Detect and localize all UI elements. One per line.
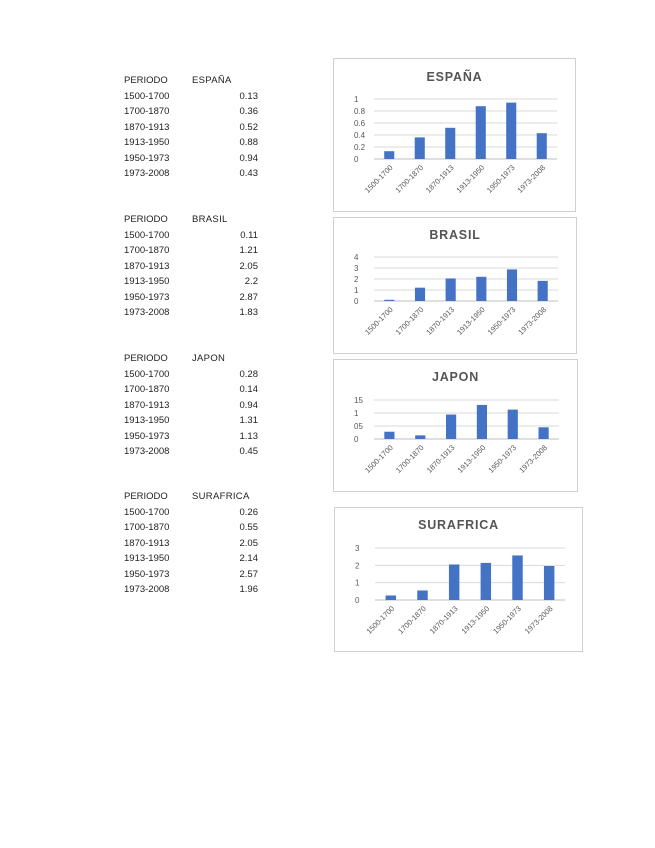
x-tick-label: 1950-1973 xyxy=(486,443,519,475)
y-tick-label: 3 xyxy=(354,264,359,273)
bar xyxy=(477,405,487,439)
value-cell: 2.05 xyxy=(239,260,258,272)
table-row xyxy=(124,104,258,120)
value-cell: 2.87 xyxy=(239,291,258,303)
bar xyxy=(415,435,425,439)
table-row xyxy=(124,166,258,182)
header-country: ESPAÑA xyxy=(192,75,232,86)
chart-plot xyxy=(334,360,577,491)
bar xyxy=(481,563,491,600)
period-cell: 1973-2008 xyxy=(124,168,170,179)
y-tick-label: 05 xyxy=(354,422,363,431)
chart-surafrica xyxy=(334,507,583,652)
value-cell: 0.28 xyxy=(239,368,258,380)
header-periodo: PERIODO xyxy=(124,75,168,86)
table-header xyxy=(124,489,258,505)
chart-title: BRASIL xyxy=(429,228,481,242)
y-tick-label: 4 xyxy=(354,253,359,262)
bar xyxy=(417,590,427,600)
period-cell: 1913-1950 xyxy=(124,415,170,426)
period-cell: 1500-1700 xyxy=(124,90,170,102)
table-espana xyxy=(124,73,258,182)
bar xyxy=(506,103,516,159)
table-row xyxy=(124,413,258,429)
period-cell: 1500-1700 xyxy=(124,506,170,518)
bar xyxy=(476,277,486,301)
value-cell: 0.14 xyxy=(239,384,258,395)
table-row xyxy=(124,429,258,445)
value-cell: 0.13 xyxy=(239,90,258,102)
x-tick-label: 1950-1973 xyxy=(484,163,517,195)
header-country: BRASIL xyxy=(192,214,228,225)
bar xyxy=(386,595,396,600)
period-cell: 1870-1913 xyxy=(124,121,170,133)
value-cell: 0.55 xyxy=(239,522,258,533)
y-tick-label: 0 xyxy=(355,596,360,605)
bar xyxy=(446,278,456,301)
table-row xyxy=(124,135,258,151)
value-cell: 0.43 xyxy=(239,168,258,179)
x-tick-label: 1973-2008 xyxy=(522,604,555,636)
period-cell: 1913-1950 xyxy=(124,276,170,287)
x-tick-label: 1700-1870 xyxy=(393,443,426,475)
value-cell: 1.13 xyxy=(239,430,258,442)
y-tick-label: 2 xyxy=(354,275,359,284)
x-tick-label: 1950-1973 xyxy=(485,305,518,337)
header-periodo: PERIODO xyxy=(124,353,168,364)
table-row xyxy=(124,444,258,460)
table-header xyxy=(124,212,258,228)
x-tick-label: 1500-1700 xyxy=(364,604,397,636)
table-row xyxy=(124,305,258,321)
value-cell: 1.21 xyxy=(239,245,258,256)
period-cell: 1950-1973 xyxy=(124,430,170,442)
period-cell: 1500-1700 xyxy=(124,368,170,380)
period-cell: 1700-1870 xyxy=(124,245,170,256)
value-cell: 2.05 xyxy=(239,537,258,549)
table-row xyxy=(124,536,258,552)
value-cell: 0.94 xyxy=(239,399,258,411)
value-cell: 2.57 xyxy=(239,568,258,580)
chart-japon xyxy=(333,359,578,492)
header-country: JAPON xyxy=(192,353,226,364)
period-cell: 1870-1913 xyxy=(124,537,170,549)
chart-title: ESPAÑA xyxy=(426,70,483,84)
table-header xyxy=(124,351,258,367)
chart-plot xyxy=(335,508,582,651)
chart-plot xyxy=(334,59,575,211)
x-tick-label: 1700-1870 xyxy=(393,305,426,337)
period-cell: 1973-2008 xyxy=(124,446,170,457)
table-row xyxy=(124,228,258,244)
value-cell: 1.31 xyxy=(239,415,258,426)
bar xyxy=(544,566,554,600)
x-tick-label: 1500-1700 xyxy=(362,163,395,195)
chart-plot xyxy=(334,218,576,353)
period-cell: 1700-1870 xyxy=(124,384,170,395)
bar xyxy=(537,133,547,159)
period-cell: 1700-1870 xyxy=(124,106,170,117)
period-cell: 1950-1973 xyxy=(124,152,170,164)
chart-title: SURAFRICA xyxy=(418,518,499,532)
value-cell: 0.11 xyxy=(240,229,258,241)
table-row xyxy=(124,120,258,136)
y-tick-label: 15 xyxy=(354,396,363,405)
table-japon xyxy=(124,351,258,460)
value-cell: 1.96 xyxy=(239,584,258,595)
x-tick-label: 1913-1950 xyxy=(455,305,487,337)
bar xyxy=(538,427,548,439)
period-cell: 1950-1973 xyxy=(124,291,170,303)
table-row xyxy=(124,567,258,583)
period-cell: 1500-1700 xyxy=(124,229,170,241)
y-tick-label: 0.2 xyxy=(354,143,366,152)
bar xyxy=(512,555,522,600)
table-row xyxy=(124,505,258,521)
x-tick-label: 1973-2008 xyxy=(515,163,548,195)
value-cell: 0.26 xyxy=(239,506,258,518)
y-tick-label: 1 xyxy=(354,286,359,295)
period-cell: 1913-1950 xyxy=(124,553,170,564)
header-periodo: PERIODO xyxy=(124,491,168,502)
table-row xyxy=(124,259,258,275)
bar xyxy=(415,288,425,301)
chart-espana xyxy=(333,58,576,212)
x-tick-label: 1500-1700 xyxy=(363,305,395,337)
x-tick-label: 1870-1913 xyxy=(427,604,460,636)
value-cell: 0.36 xyxy=(239,106,258,117)
table-row xyxy=(124,151,258,167)
y-tick-label: 3 xyxy=(355,544,360,553)
y-tick-label: 1 xyxy=(354,95,359,104)
x-tick-label: 1913-1950 xyxy=(459,604,492,636)
header-periodo: PERIODO xyxy=(124,214,168,225)
period-cell: 1973-2008 xyxy=(124,307,170,318)
x-tick-label: 1870-1913 xyxy=(424,305,457,337)
chart-brasil xyxy=(333,217,577,354)
bar xyxy=(384,432,394,439)
bar xyxy=(415,137,425,159)
table-row xyxy=(124,582,258,598)
x-tick-label: 1950-1973 xyxy=(491,604,523,636)
table-row xyxy=(124,89,258,105)
table-row xyxy=(124,290,258,306)
period-cell: 1950-1973 xyxy=(124,568,170,580)
y-tick-label: 2 xyxy=(355,561,360,571)
table-row xyxy=(124,243,258,259)
x-tick-label: 1973-2008 xyxy=(516,305,549,337)
bar xyxy=(445,128,455,159)
table-row xyxy=(124,551,258,567)
bar xyxy=(384,300,394,301)
x-tick-label: 1913-1950 xyxy=(455,443,488,475)
bar xyxy=(538,281,548,301)
value-cell: 1.83 xyxy=(239,307,258,318)
table-row xyxy=(124,382,258,398)
table-header xyxy=(124,73,258,89)
value-cell: 0.45 xyxy=(239,446,258,457)
period-cell: 1913-1950 xyxy=(124,137,170,148)
x-tick-label: 1700-1870 xyxy=(396,604,428,636)
y-tick-label: 0.8 xyxy=(354,107,366,116)
value-cell: 2.2 xyxy=(244,276,258,287)
table-row xyxy=(124,398,258,414)
period-cell: 1870-1913 xyxy=(124,260,170,272)
y-tick-label: 0.6 xyxy=(354,119,366,128)
table-row xyxy=(124,274,258,290)
value-cell: 2.14 xyxy=(239,553,258,564)
value-cell: 0.52 xyxy=(239,121,258,133)
value-cell: 0.88 xyxy=(239,137,258,148)
y-tick-label: 0 xyxy=(354,155,359,164)
bar xyxy=(446,415,456,439)
period-cell: 1973-2008 xyxy=(124,584,170,595)
y-tick-label: 0 xyxy=(354,435,359,444)
x-tick-label: 1870-1913 xyxy=(424,443,457,475)
bar xyxy=(476,106,486,159)
table-row xyxy=(124,367,258,383)
x-tick-label: 1973-2008 xyxy=(517,443,549,475)
bar xyxy=(384,151,394,159)
table-brasil xyxy=(124,212,258,321)
y-tick-label: 1 xyxy=(354,409,359,418)
table-surafrica xyxy=(124,489,258,598)
x-tick-label: 1700-1870 xyxy=(393,163,426,195)
bar xyxy=(449,564,459,600)
x-tick-label: 1870-1913 xyxy=(423,163,456,195)
table-row xyxy=(124,520,258,536)
y-tick-label: 0.4 xyxy=(354,131,366,140)
bar xyxy=(508,410,518,439)
bar xyxy=(507,269,517,301)
x-tick-label: 1913-1950 xyxy=(454,163,487,195)
header-country: SURAFRICA xyxy=(192,491,250,502)
x-tick-label: 1500-1700 xyxy=(363,443,395,475)
value-cell: 0.94 xyxy=(239,152,258,164)
y-tick-label: 0 xyxy=(354,297,359,306)
period-cell: 1870-1913 xyxy=(124,399,170,411)
chart-title: JAPON xyxy=(431,370,480,384)
period-cell: 1700-1870 xyxy=(124,522,170,533)
y-tick-label: 1 xyxy=(355,578,360,588)
